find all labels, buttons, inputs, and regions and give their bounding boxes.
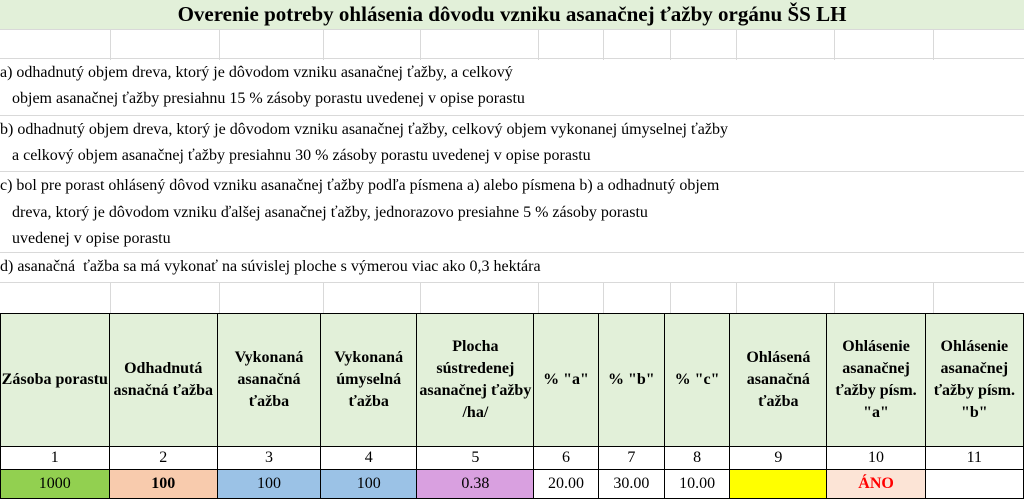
column-number[interactable]: 8 bbox=[664, 447, 729, 470]
note-a-line1[interactable]: a) odhadnutý objem dreva, ktorý je dôvodom vzniku asanačnej ťažby, a celkový bbox=[0, 64, 513, 81]
header-vykonana-asanacna[interactable]: Vykonaná asanačná ťažba bbox=[217, 314, 320, 447]
header-percent-c[interactable]: % "c" bbox=[664, 314, 729, 447]
cell-ohlasenie-a[interactable]: ÁNO bbox=[827, 470, 925, 499]
header-percent-a[interactable]: % "a" bbox=[534, 314, 598, 447]
header-row bbox=[1, 314, 1024, 447]
header-ohlasenie-b[interactable]: Ohlásenie asanačnej ťažby písm. "b" bbox=[925, 314, 1023, 447]
sheet-title[interactable]: Overenie potreby ohlásenia dôvodu vzniku asanačnej ťažby orgánu ŠS LH bbox=[0, 0, 1024, 29]
note-b-line2[interactable]: a celkový objem asanačnej ťažby presiahnu 30 % zásoby porastu uvedenej v opise porastu bbox=[0, 147, 591, 164]
note-b-line1[interactable]: b) odhadnutý objem dreva, ktorý je dôvodom vzniku asanačnej ťažby, celkový objem vykonanej úmyselnej ťažby bbox=[0, 121, 728, 138]
cell-zasoba-porastu[interactable]: 1000 bbox=[1, 470, 110, 499]
column-number[interactable]: 7 bbox=[598, 447, 664, 470]
note-a-line2[interactable]: objem asanačnej ťažby presiahnu 15 % zásoby porastu uvedenej v opise porastu bbox=[0, 90, 525, 107]
column-number[interactable]: 6 bbox=[534, 447, 598, 470]
header-zasoba-porastu[interactable]: Zásoba porastu bbox=[1, 314, 110, 447]
header-odhadnuta-tazba[interactable]: Odhadnutá asnačná ťažba bbox=[109, 314, 217, 447]
assessment-table bbox=[0, 313, 1024, 499]
note-c-line2[interactable]: dreva, ktorý je dôvodom vzniku ďalšej asanačnej ťažby, jednorazovo presiahne 5 % zásoby porastu bbox=[0, 204, 648, 221]
column-number[interactable]: 10 bbox=[827, 447, 925, 470]
column-number[interactable]: 11 bbox=[925, 447, 1023, 470]
header-plocha[interactable]: Plocha sústredenej asanačnej ťažby /ha/ bbox=[417, 314, 534, 447]
header-ohlasenie-a[interactable]: Ohlásenie asanačnej ťažby písm. "a" bbox=[827, 314, 925, 447]
column-number[interactable]: 1 bbox=[1, 447, 110, 470]
column-number[interactable]: 4 bbox=[321, 447, 417, 470]
cell-ohlasena-tazba[interactable] bbox=[730, 470, 827, 499]
cell-vykonana-asanacna[interactable]: 100 bbox=[217, 470, 320, 499]
value-row bbox=[1, 470, 1024, 499]
column-number-row bbox=[1, 447, 1024, 470]
column-number[interactable]: 2 bbox=[109, 447, 217, 470]
cell-percent-b[interactable]: 30.00 bbox=[598, 470, 664, 499]
cell-odhadnuta-tazba[interactable]: 100 bbox=[109, 470, 217, 499]
header-ohlasena-tazba[interactable]: Ohlásená asanačná ťažba bbox=[730, 314, 827, 447]
column-number[interactable]: 9 bbox=[730, 447, 827, 470]
cell-percent-a[interactable]: 20.00 bbox=[534, 470, 598, 499]
cell-vykonana-umyselna[interactable]: 100 bbox=[321, 470, 417, 499]
header-vykonana-umyselna[interactable]: Vykonaná úmyselná ťažba bbox=[321, 314, 417, 447]
cell-plocha[interactable]: 0.38 bbox=[417, 470, 534, 499]
header-percent-b[interactable]: % "b" bbox=[598, 314, 664, 447]
column-number[interactable]: 5 bbox=[417, 447, 534, 470]
cell-ohlasenie-b[interactable] bbox=[925, 470, 1023, 499]
note-c-line3[interactable]: uvedenej v opise porastu bbox=[0, 230, 171, 247]
note-c-line1[interactable]: c) bol pre porast ohlásený dôvod vzniku asanačnej ťažby podľa písmena a) alebo písmena b) a odhadnutý objem bbox=[0, 177, 720, 194]
cell-percent-c[interactable]: 10.00 bbox=[664, 470, 729, 499]
column-number[interactable]: 3 bbox=[217, 447, 320, 470]
note-d[interactable]: d) asanačná ťažba sa má vykonať na súvislej ploche s výmerou viac ako 0,3 hektára bbox=[0, 258, 541, 275]
